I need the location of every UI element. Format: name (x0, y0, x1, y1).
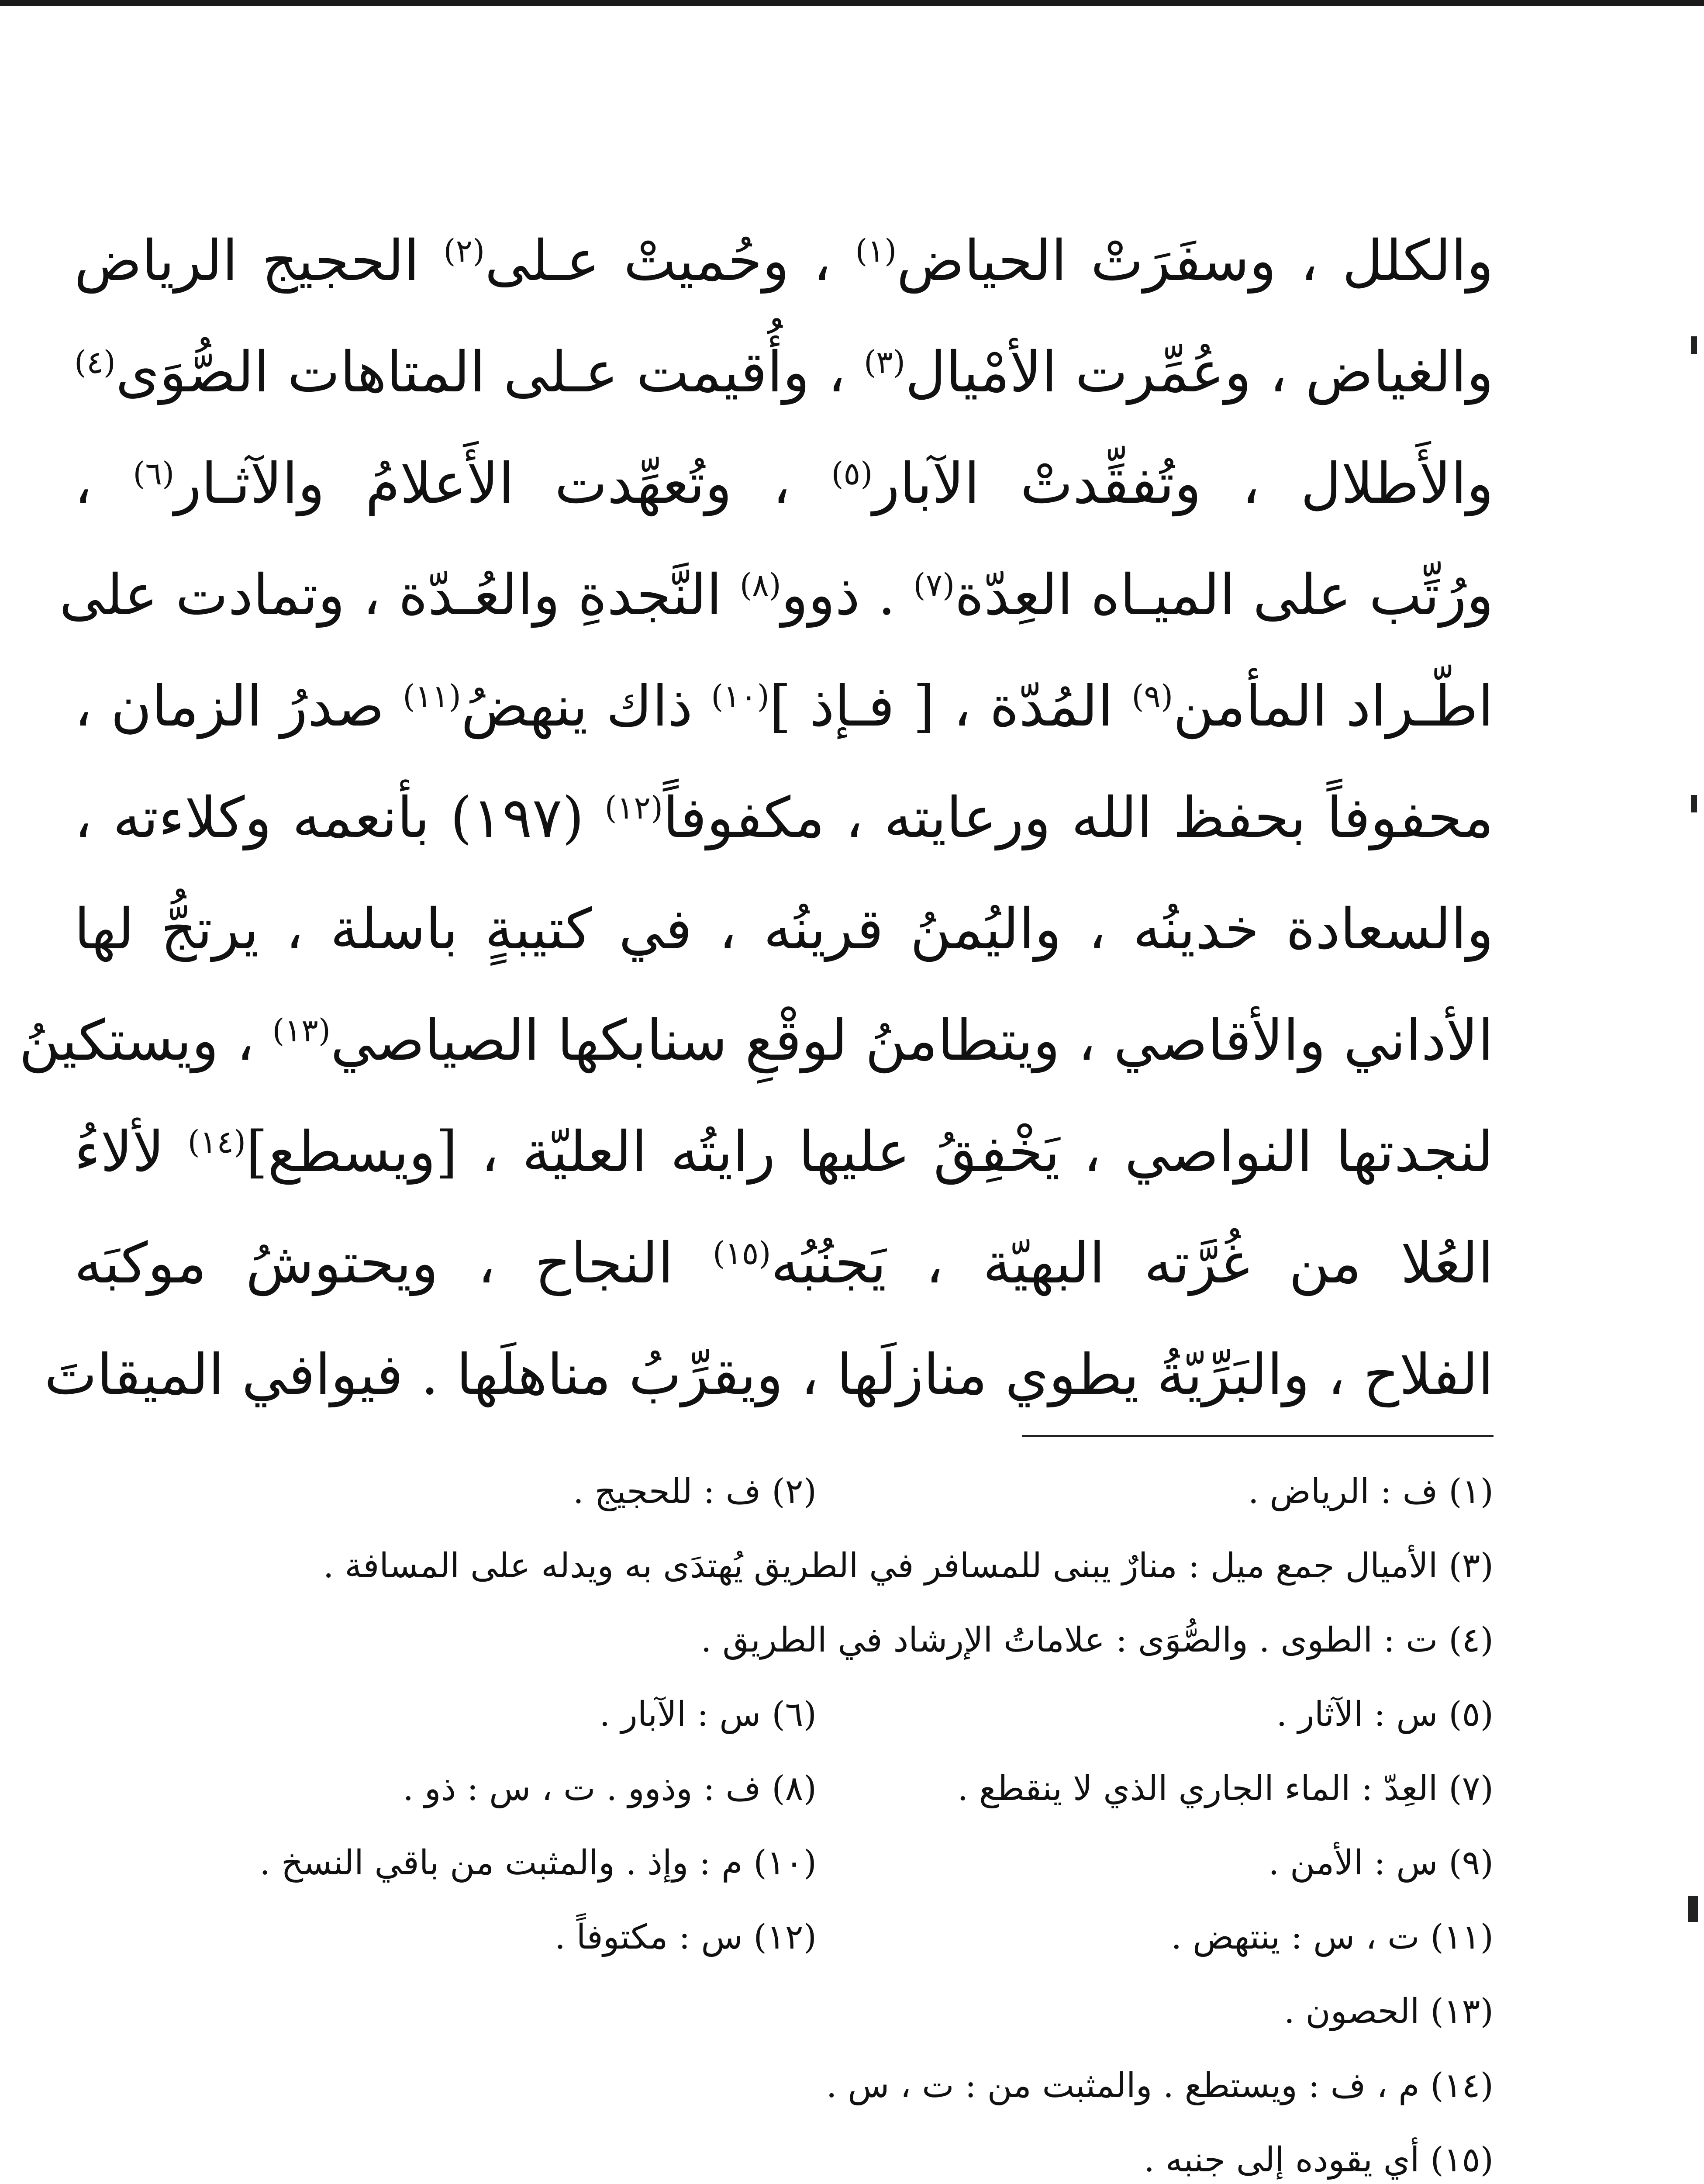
footnote: (٢) ف : للحجيج . (573, 1472, 817, 1511)
footnote: (٩) س : الأمن . (1268, 1843, 1494, 1883)
body-line: والكلل ، وسفَرَتْ الحياض$^{(١)}$ ، وحُميتْ عـلى$^{(٢)}$ الحجيج الرياض (74, 228, 1494, 294)
body-line: الفلاح ، والبَرِّيّةُ يطوي منازلَها ، ويقرِّبُ مناهلَها . فيوافي الميقاتَ (44, 1342, 1494, 1407)
footnote: (١٠) م : وإذ . والمثبت من باقي النسخ . (259, 1843, 817, 1883)
footnote-marker: (١٣) (272, 1012, 331, 1049)
footnote-marker: (١٠) (711, 678, 769, 715)
footnote-row (100, 2123, 1494, 2184)
footnote: (٥) س : الآثار . (1276, 1695, 1494, 1734)
body-line: الأداني والأقاصي ، ويتطامنُ لوقْعِ سنابكها الصياصي$^{(١٣)}$ ، ويستكينُ (19, 1008, 1494, 1073)
footnote-marker: (٣) (864, 344, 905, 380)
footnote: (٨) ف : وذوو . ت ، س : ذو . (403, 1769, 817, 1808)
footnote: (١٤) م ، ف : ويستطع . والمثبت من : ت ، س . (826, 2066, 1494, 2105)
footnote-row (100, 1900, 1494, 1974)
footnote-marker: (١٤) (187, 1123, 246, 1160)
body-line: ورُتِّب على الميـاه العِدّة$^{(٧)}$ . ذوو$^{(٨)}$ النَّجدةِ والعُـدّة ، وتمادت على (59, 563, 1494, 628)
footnote-marker: (٤) (74, 344, 116, 380)
edge-mark (1691, 336, 1697, 354)
footnote-row (100, 1974, 1494, 2049)
footnote: (١) ف : الرياض . (1248, 1472, 1494, 1511)
edge-mark (1688, 1896, 1698, 1922)
body-line: والغياض ، وعُمِّرت الأمْيال$^{(٣)}$ ، وأُقيمت عـلى المتاهات الصُّوَى$^{(٤)}$ (74, 340, 1494, 405)
footnote-marker: (١) (855, 232, 897, 269)
footnote-marker: (٨) (739, 567, 781, 603)
footnote-row (100, 1603, 1494, 1677)
footnote-row (100, 2049, 1494, 2123)
footnote-marker: (٦) (133, 455, 175, 492)
body-line: والسعادة خدينُه ، واليُمنُ قرينُه ، في كتيبةٍ باسلة ، يرتجُّ لها (74, 897, 1494, 962)
body-line: محفوفاً بحفظ الله ورعايته ، مكفوفاً$^{(١٢)}$ (١٩٧) بأنعمه وكلاءته ، (74, 785, 1494, 850)
footnote-marker: (١٥) (712, 1235, 771, 1272)
body-line: العُلا من غُرَّته البهيّة ، يَجنُبُه$^{(١٥)}$ النجاح ، ويحتوشُ موكبَه (74, 1231, 1494, 1296)
footnote-row (100, 1752, 1494, 1826)
footnote: (٤) ت : الطوى . والصُّوَى : علاماتُ الإرشاد في الطريق . (700, 1621, 1494, 1660)
footnote-marker: (٢) (443, 232, 485, 269)
edge-mark (1691, 795, 1697, 812)
footnote-row (100, 1677, 1494, 1752)
footnote-marker: (٥) (831, 455, 873, 492)
body-text (19, 205, 1494, 1431)
footnote: (١٥) أي يقوده إلى جنبه . (1144, 2140, 1494, 2180)
footnote-separator (1022, 1435, 1494, 1437)
footnote-marker: (١٢) (604, 789, 663, 826)
page-body (19, 205, 1494, 1431)
footnote-marker: (١١) (403, 678, 461, 715)
footnote-row (100, 1826, 1494, 1900)
top-border (0, 0, 1704, 6)
footnote: (٣) الأميال جمع ميل : منارٌ يبنى للمسافر في الطريق يُهتدَى به ويدله على المسافة . (323, 1546, 1494, 1586)
footnote: (١٢) س : مكتوفاً . (555, 1918, 817, 1957)
footnote: (٦) س : الآبار . (599, 1695, 817, 1734)
footnote-row (100, 1529, 1494, 1603)
body-line: والأَطلال ، وتُفقِّدتْ الآبار$^{(٥)}$ ، وتُعهِّدت الأَعلامُ والآثـار$^{(٦)}$ ، (74, 451, 1494, 516)
footnote-marker: (٩) (1131, 678, 1173, 715)
body-line: اطّـراد المأمن$^{(٩)}$ المُدّة ، [ فـإذ ]$^{(١٠)}$ ذاك ينهضُ$^{(١١)}$ صدرُ الزمان ، (74, 674, 1494, 739)
footnote-marker: (٧) (913, 567, 955, 603)
footnote: (١١) ت ، س : ينتهض . (1171, 1918, 1494, 1957)
footnote: (١٣) الحصون . (1283, 1992, 1494, 2031)
footnotes (100, 1455, 1494, 2184)
footnote-row (100, 1455, 1494, 1529)
body-line: لنجدتها النواصي ، يَخْفِقُ عليها رايتُه العليّة ، [ويسطع]$^{(١٤)}$ لألاءُ (74, 1120, 1494, 1185)
footnote: (٧) العِدّ : الماء الجاري الذي لا ينقطع . (957, 1769, 1494, 1808)
